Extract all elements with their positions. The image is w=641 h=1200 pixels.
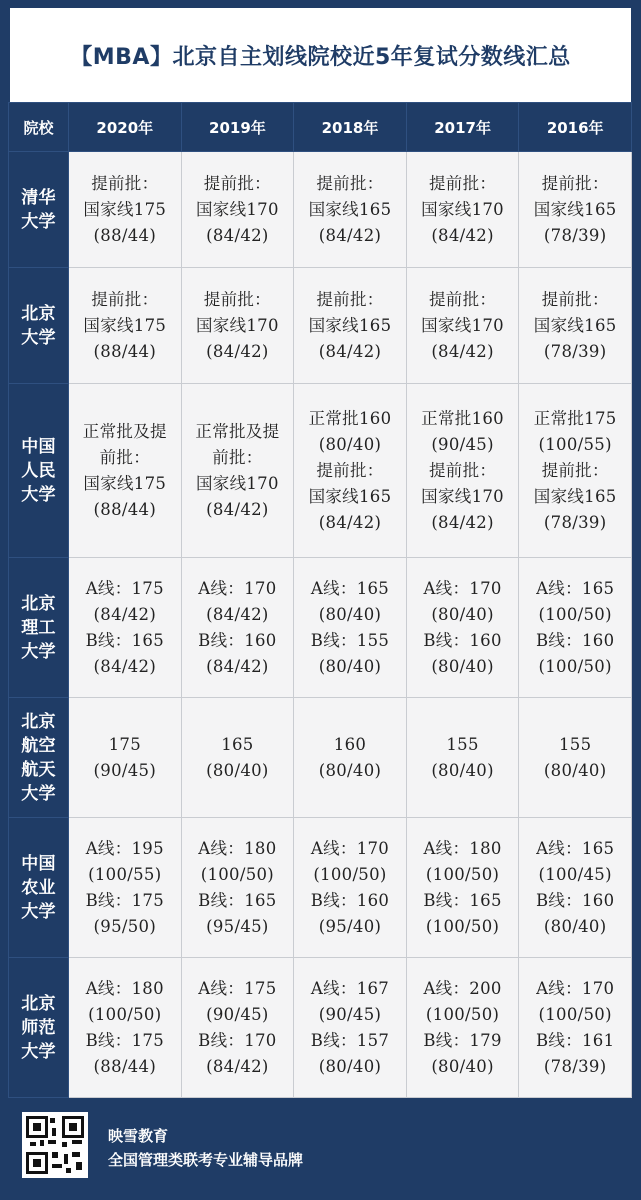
page-title: 【MBA】北京自主划线院校近5年复试分数线汇总	[70, 44, 571, 70]
score-cell	[181, 268, 294, 384]
score-cell	[519, 384, 632, 558]
table-row	[9, 384, 632, 558]
score-line: (100/50)	[538, 604, 612, 624]
score-cell	[406, 818, 519, 958]
school-name: 中国人民大学	[9, 384, 69, 558]
score-line: (80/40)	[318, 656, 382, 676]
score-line: B线：160	[535, 890, 615, 910]
score-line: (100/50)	[313, 864, 387, 884]
score-cell	[294, 152, 407, 268]
score-line: 国家线170	[421, 199, 504, 219]
score-line: A线：165	[536, 838, 615, 858]
table-row	[9, 268, 632, 384]
score-line: (80/40)	[206, 760, 269, 780]
score-cell	[294, 698, 407, 818]
score-line: B线：170	[198, 1030, 277, 1050]
score-line: 国家线170	[195, 199, 279, 219]
header-school: 院校	[9, 103, 69, 152]
score-cell	[519, 698, 632, 818]
score-line: (84/42)	[318, 512, 382, 532]
score-cell	[181, 558, 294, 698]
score-line: B线：165	[423, 890, 502, 910]
score-line: (90/45)	[431, 434, 494, 454]
score-line: (78/39)	[543, 1056, 607, 1076]
score-cell	[181, 818, 294, 958]
title-banner	[10, 8, 631, 102]
score-line: 提前批：	[91, 173, 159, 193]
score-line: (100/55)	[538, 434, 612, 454]
score-line: 提前批：	[203, 173, 271, 193]
score-line: (90/45)	[93, 760, 157, 780]
score-line: A线：180	[85, 978, 164, 998]
score-line: (84/42)	[431, 512, 494, 532]
score-cell	[406, 152, 519, 268]
header-year: 2019年	[181, 103, 294, 152]
score-line: B线：160	[310, 890, 390, 910]
score-cell	[406, 558, 519, 698]
score-line: (84/42)	[206, 1056, 269, 1076]
score-line: A线：175	[85, 578, 164, 598]
score-cell	[69, 268, 182, 384]
score-line: 160	[333, 734, 367, 754]
score-line: 正常批及提	[82, 421, 167, 441]
score-line: 提前批：	[316, 173, 384, 193]
school-name: 北京航空航天大学	[9, 698, 69, 818]
score-line: (100/50)	[538, 1004, 612, 1024]
score-line: (80/40)	[431, 1056, 494, 1076]
score-cell	[69, 698, 182, 818]
score-line: 国家线170	[195, 315, 279, 335]
score-line: (100/50)	[425, 864, 500, 884]
score-line: B线：160	[423, 630, 502, 650]
score-line: (84/42)	[206, 341, 269, 361]
score-line: A线：165	[536, 578, 615, 598]
score-line: A线：167	[310, 978, 390, 998]
score-cell	[294, 958, 407, 1098]
score-line: 155	[446, 734, 479, 754]
score-line: 155	[558, 734, 592, 754]
school-name: 中国农业大学	[9, 818, 69, 958]
score-line: (80/40)	[431, 760, 494, 780]
score-line: 国家线170	[421, 315, 504, 335]
score-line: (80/40)	[318, 434, 382, 454]
score-line: (95/50)	[93, 916, 157, 936]
score-line: (80/40)	[431, 656, 494, 676]
score-line: A线：195	[85, 838, 164, 858]
score-line: 提前批：	[428, 289, 497, 309]
score-cell	[294, 818, 407, 958]
score-cell	[69, 152, 182, 268]
score-line: 国家线165	[308, 199, 392, 219]
score-line: (80/40)	[318, 604, 382, 624]
score-cell	[69, 558, 182, 698]
score-line: 前批：	[99, 447, 150, 467]
score-line: (78/39)	[543, 512, 607, 532]
score-line: 提前批：	[203, 289, 271, 309]
score-cell	[69, 818, 182, 958]
brand-name: 映雪教育	[108, 1127, 169, 1145]
score-line: (90/45)	[318, 1004, 382, 1024]
score-cell	[406, 958, 519, 1098]
score-cell	[406, 268, 519, 384]
score-line: (84/42)	[318, 341, 382, 361]
score-line: 正常批160	[308, 408, 392, 428]
score-line: A线：180	[423, 838, 502, 858]
score-line: 国家线170	[195, 473, 279, 493]
score-line: (90/45)	[206, 1004, 269, 1024]
score-line: (84/42)	[206, 604, 269, 624]
score-line: (80/40)	[431, 604, 494, 624]
score-line: 提前批：	[428, 173, 497, 193]
score-line: B线：155	[310, 630, 390, 650]
table-row	[9, 558, 632, 698]
score-line: 提前批：	[428, 460, 497, 480]
score-line: 提前批：	[541, 289, 609, 309]
score-cell	[406, 698, 519, 818]
score-line: 165	[221, 734, 254, 754]
score-line: 175	[108, 734, 141, 754]
score-line: 国家线165	[308, 315, 392, 335]
score-line: A线：180	[198, 838, 277, 858]
score-line: (78/39)	[543, 225, 607, 245]
score-line: (84/42)	[206, 499, 269, 519]
qr-code-icon	[22, 1112, 88, 1178]
score-line: (84/42)	[431, 341, 494, 361]
score-line: B线：165	[85, 630, 164, 650]
score-line: 国家线165	[308, 486, 392, 506]
score-line: B线：165	[198, 890, 277, 910]
score-line: 国家线165	[533, 315, 617, 335]
score-line: (100/45)	[538, 864, 612, 884]
score-line: (84/42)	[318, 225, 382, 245]
score-line: B线：160	[198, 630, 277, 650]
header-row	[9, 103, 632, 152]
score-line: (88/44)	[93, 1056, 157, 1076]
score-line: B线：179	[423, 1030, 502, 1050]
score-cell	[294, 268, 407, 384]
school-name: 北京大学	[9, 268, 69, 384]
score-line: (95/45)	[206, 916, 269, 936]
score-line: (88/44)	[93, 225, 157, 245]
score-line: 提前批：	[541, 460, 609, 480]
score-line: 正常批175	[533, 408, 617, 428]
score-line: (100/50)	[200, 864, 275, 884]
score-line: A线：165	[310, 578, 390, 598]
score-line: 提前批：	[541, 173, 609, 193]
score-line: B线：160	[535, 630, 615, 650]
score-line: (95/40)	[318, 916, 382, 936]
score-cell	[294, 558, 407, 698]
score-line: B线：157	[310, 1030, 390, 1050]
school-name: 北京师范大学	[9, 958, 69, 1098]
score-line: (78/39)	[543, 341, 607, 361]
score-line: (84/42)	[431, 225, 494, 245]
score-cell	[519, 818, 632, 958]
score-line: A线：170	[310, 838, 390, 858]
score-line: (100/55)	[88, 864, 162, 884]
score-line: 国家线175	[83, 473, 167, 493]
score-line: (84/42)	[206, 656, 269, 676]
score-table	[8, 102, 632, 1098]
score-line: 提前批：	[316, 460, 384, 480]
table-row	[9, 958, 632, 1098]
school-name: 北京理工大学	[9, 558, 69, 698]
score-line: 提前批：	[91, 289, 159, 309]
score-line: 正常批160	[421, 408, 504, 428]
score-line: 提前批：	[316, 289, 384, 309]
score-line: 国家线175	[83, 199, 167, 219]
score-line: B线：161	[535, 1030, 615, 1050]
score-line: (84/42)	[93, 656, 157, 676]
score-cell	[519, 152, 632, 268]
score-line: A线：170	[423, 578, 502, 598]
footer	[0, 1098, 641, 1200]
score-cell	[181, 698, 294, 818]
score-cell	[519, 268, 632, 384]
score-line: (84/42)	[206, 225, 269, 245]
header-year: 2016年	[519, 103, 632, 152]
score-cell	[69, 958, 182, 1098]
table-row	[9, 818, 632, 958]
score-line: (100/50)	[538, 656, 612, 676]
school-name: 清华大学	[9, 152, 69, 268]
score-line: 国家线165	[533, 199, 617, 219]
score-cell	[181, 384, 294, 558]
score-line: A线：175	[198, 978, 277, 998]
score-line: (80/40)	[543, 760, 607, 780]
score-cell	[406, 384, 519, 558]
score-line: (100/50)	[425, 916, 500, 936]
score-line: (80/40)	[318, 1056, 382, 1076]
score-line: B线：175	[85, 890, 164, 910]
table-row	[9, 698, 632, 818]
score-line: (100/50)	[425, 1004, 500, 1024]
brand-slogan: 全国管理类联考专业辅导品牌	[108, 1151, 304, 1169]
score-cell	[69, 384, 182, 558]
score-line: (84/42)	[93, 604, 157, 624]
header-year: 2020年	[69, 103, 182, 152]
score-line: A线：170	[536, 978, 615, 998]
header-year: 2017年	[406, 103, 519, 152]
score-line: 国家线165	[533, 486, 617, 506]
score-line: 正常批及提	[195, 421, 280, 441]
score-line: 国家线175	[83, 315, 167, 335]
score-line: (80/40)	[543, 916, 607, 936]
score-line: B线：175	[85, 1030, 164, 1050]
table-body	[9, 152, 632, 1098]
table-row	[9, 152, 632, 268]
score-line: (88/44)	[93, 341, 157, 361]
score-line: 前批：	[212, 447, 263, 467]
score-cell	[519, 558, 632, 698]
score-line: A线：200	[423, 978, 502, 998]
score-line: 国家线170	[421, 486, 504, 506]
score-cell	[181, 958, 294, 1098]
score-line: (80/40)	[318, 760, 382, 780]
score-line: (88/44)	[93, 499, 157, 519]
score-cell	[519, 958, 632, 1098]
score-line: A线：170	[198, 578, 277, 598]
score-cell	[181, 152, 294, 268]
score-cell	[294, 384, 407, 558]
score-line: (100/50)	[88, 1004, 162, 1024]
brand-block	[108, 1124, 303, 1172]
header-year: 2018年	[294, 103, 407, 152]
